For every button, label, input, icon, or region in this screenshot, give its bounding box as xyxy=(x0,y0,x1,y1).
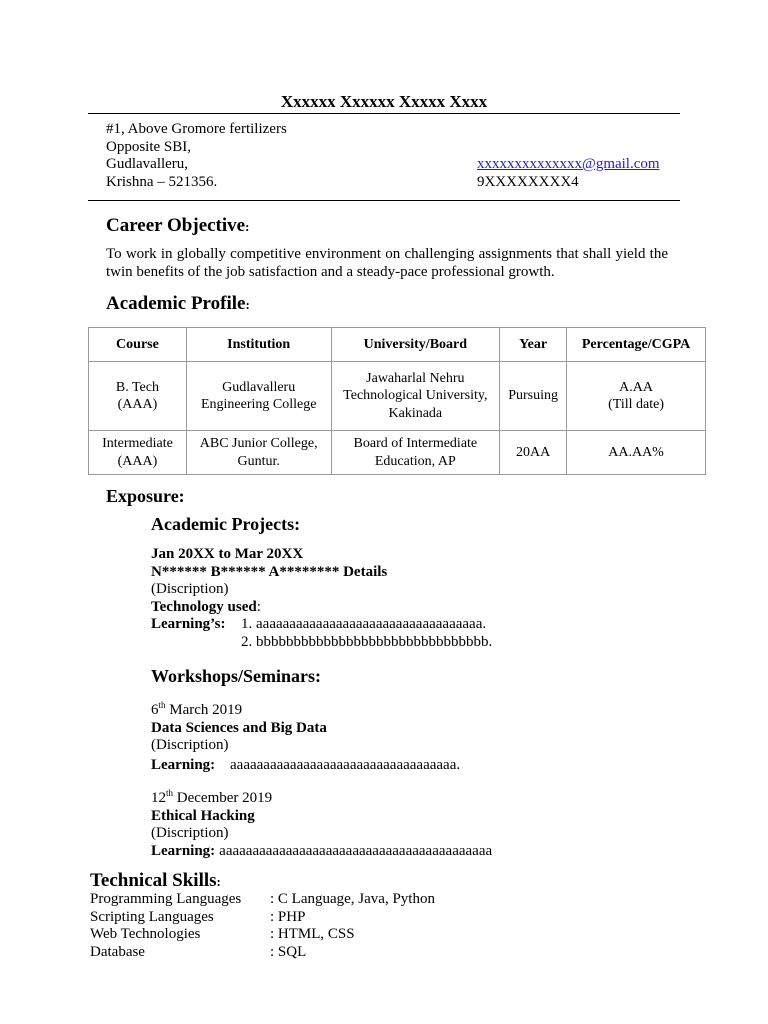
cell-line: (Till date) xyxy=(608,397,664,412)
date-suffix: th xyxy=(158,700,166,710)
skill-value: : C Language, Java, Python xyxy=(270,891,435,907)
address-block xyxy=(106,121,287,191)
academic-profile-heading-text: Academic Profile xyxy=(106,293,246,314)
workshop-learning xyxy=(151,843,492,861)
table-cell: Pursuing xyxy=(500,362,567,431)
column-header: Course xyxy=(89,328,187,362)
skill-label: Programming Languages xyxy=(90,891,242,907)
technology-used-colon: : xyxy=(256,598,261,615)
skill-label: Web Technologies xyxy=(90,926,201,942)
learning-label: Learning: xyxy=(151,842,216,859)
cell-line: Education, AP xyxy=(374,453,456,469)
table-cell: AA.AA% xyxy=(567,431,706,475)
candidate-name: Xxxxxx Xxxxxx Xxxxx Xxxx xyxy=(280,92,488,111)
column-header: Percentage/CGPA xyxy=(567,328,706,362)
table-cell: 20AA xyxy=(500,431,567,475)
learning-text: aaaaaaaaaaaaaaaaaaaaaaaaaaaaaaaaaaaaaaaaa xyxy=(219,842,493,859)
project-title: N****** B****** A******** Details xyxy=(151,563,388,580)
workshop-learning xyxy=(151,757,460,775)
learning-text: aaaaaaaaaaaaaaaaaaaaaaaaaaaaaaaaaa. xyxy=(230,756,461,773)
skills-list xyxy=(90,891,435,961)
heading-colon: : xyxy=(216,874,221,889)
email-link[interactable]: xxxxxxxxxxxxxx@gmail.com xyxy=(477,156,660,172)
address-line: Gudlavalleru, xyxy=(106,156,189,172)
table-cell xyxy=(567,362,706,431)
column-header: University/Board xyxy=(331,328,500,362)
skill-value: : HTML, CSS xyxy=(270,926,355,942)
table-row xyxy=(89,431,706,475)
career-objective-text: To work in globally competitive environment on challenging assignments that shall yield the twin benefits of the job satisfaction and a steady-pace professional growth. xyxy=(106,246,668,280)
project-block xyxy=(151,546,492,651)
header-bottom-rule xyxy=(88,200,680,201)
contact-block xyxy=(477,156,660,191)
cell-line: Technological University, xyxy=(343,388,488,404)
exposure-heading: Exposure: xyxy=(106,486,185,506)
workshop-date xyxy=(151,785,492,808)
skill-value: : SQL xyxy=(270,943,307,960)
technology-used-label: Technology used xyxy=(151,598,257,615)
cell-line: Board of Intermediate xyxy=(353,436,478,451)
skill-row xyxy=(90,944,435,962)
project-description: (Discription) xyxy=(151,581,229,597)
project-dates: Jan 20XX to Mar 20XX xyxy=(151,546,304,562)
workshop-item xyxy=(151,785,492,860)
table-row xyxy=(89,362,706,431)
learnings-label: Learning’s: xyxy=(151,616,226,632)
cell-line: B. Tech xyxy=(115,379,159,395)
cell-line: Kakinada xyxy=(388,405,443,421)
date-day: 6 xyxy=(151,702,159,718)
date-rest: March 2019 xyxy=(165,702,243,718)
cell-line: Engineering College xyxy=(200,397,317,412)
career-objective-heading xyxy=(106,215,249,237)
skill-row xyxy=(90,909,435,927)
workshop-description: (Discription) xyxy=(151,737,229,753)
academic-table xyxy=(88,327,706,475)
heading-colon: : xyxy=(245,219,250,234)
cell-line: Gudlavalleru xyxy=(222,379,296,395)
table-cell xyxy=(331,431,500,475)
date-suffix: th xyxy=(166,788,174,798)
workshop-title: Data Sciences and Big Data xyxy=(151,719,327,736)
workshop-date xyxy=(151,697,460,720)
table-cell xyxy=(89,431,187,475)
cell-line: Guntur. xyxy=(237,453,280,469)
academic-profile-heading xyxy=(106,293,250,315)
header-top-rule xyxy=(88,113,680,114)
table-cell xyxy=(186,431,331,475)
column-header: Institution xyxy=(186,328,331,362)
cell-line: Jawaharlal Nehru xyxy=(366,370,465,386)
column-header: Year xyxy=(500,328,567,362)
address-line: Krishna – 521356. xyxy=(106,173,218,190)
table-cell xyxy=(186,362,331,431)
table-cell xyxy=(89,362,187,431)
skill-row xyxy=(90,926,435,944)
skill-label: Database xyxy=(90,943,145,960)
cell-line: (AAA) xyxy=(117,453,158,469)
heading-colon: : xyxy=(245,297,250,312)
learnings-row xyxy=(151,616,492,634)
learning-label: Learning: xyxy=(151,756,216,773)
date-day: 12 xyxy=(151,790,166,806)
address-line: #1, Above Gromore fertilizers xyxy=(106,121,287,137)
career-objective-heading-text: Career Objective xyxy=(106,215,246,236)
cell-line: Intermediate xyxy=(102,436,173,451)
technical-skills-heading xyxy=(90,870,221,892)
cell-line: A.AA xyxy=(619,379,653,395)
learning-item: 1. aaaaaaaaaaaaaaaaaaaaaaaaaaaaaaaaaa. xyxy=(241,616,487,632)
workshop-description: (Discription) xyxy=(151,825,229,841)
technical-skills-heading-text: Technical Skills xyxy=(90,870,217,891)
cell-line: ABC Junior College, xyxy=(199,436,318,451)
workshop-item xyxy=(151,697,460,774)
skill-label: Scripting Languages xyxy=(90,908,214,925)
learning-item: 2. bbbbbbbbbbbbbbbbbbbbbbbbbbbbbbb. xyxy=(241,633,493,650)
phone-number: 9XXXXXXXX4 xyxy=(477,173,579,190)
technology-used xyxy=(151,599,492,617)
date-rest: December 2019 xyxy=(173,790,273,806)
table-cell xyxy=(331,362,500,431)
workshops-heading: Workshops/Seminars: xyxy=(151,666,322,686)
academic-projects-heading: Academic Projects: xyxy=(151,514,301,534)
address-line: Opposite SBI, xyxy=(106,138,192,155)
table-header-row xyxy=(89,328,706,362)
workshop-title: Ethical Hacking xyxy=(151,807,255,824)
skill-row xyxy=(90,891,435,909)
skill-value: : PHP xyxy=(270,908,306,925)
cell-line: (AAA) xyxy=(117,397,158,412)
